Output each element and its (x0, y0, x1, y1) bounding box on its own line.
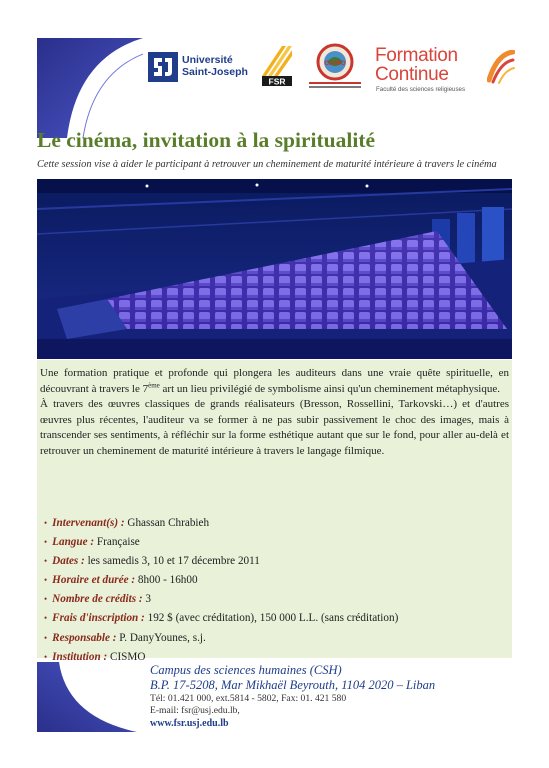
page-subtitle: Cette session vise à aider le participant à retrouver un cheminement de maturité intérieure à travers le cinéma (37, 159, 497, 170)
detail-item (44, 514, 398, 533)
details-list (44, 514, 398, 667)
description-text: art un lieu privilégié de symbolisme ainsi qu'un cheminement métaphysique. (159, 382, 500, 395)
bullet-icon: • (44, 594, 48, 605)
detail-label: Horaire et durée : (52, 574, 136, 587)
formation-continue-logo (375, 46, 515, 92)
detail-label: Responsable : (52, 631, 117, 644)
detail-label: Dates : (52, 555, 85, 568)
cismo-logo (305, 40, 365, 92)
detail-label: Frais d'inscription : (52, 612, 145, 625)
cinema-photo (37, 179, 512, 359)
fc-line2: Continue (375, 64, 449, 85)
usj-line2: Saint-Joseph (182, 66, 248, 78)
detail-item (44, 629, 398, 648)
bullet-icon: • (44, 537, 48, 548)
bullet-icon: • (44, 575, 48, 586)
detail-item (44, 609, 398, 628)
detail-value: 8h00 - 16h00 (135, 574, 198, 587)
usj-emblem-icon (148, 52, 178, 82)
page-title: Le cinéma, invitation à la spiritualité (37, 128, 376, 152)
website-link[interactable]: www.fsr.usj.edu.lb (150, 718, 229, 729)
detail-value: 192 $ (avec créditation), 150 000 L.L. (sans créditation) (144, 612, 399, 625)
detail-item (44, 552, 398, 571)
footer-contact (150, 663, 512, 731)
bullet-icon: • (44, 556, 48, 567)
bullet-icon: • (44, 518, 48, 528)
detail-value: P. DanyYounes, s.j. (116, 631, 206, 644)
description (40, 366, 509, 459)
fc-line1: Formation (375, 45, 458, 66)
detail-value: Ghassan Chrabieh (124, 517, 210, 529)
description-paragraph-2: À travers des œuvres classiques de grands réalisateurs (Bresson, Rossellini, Tarkovski…) et d'autres œuvres plus récentes, l'auditeur va se former à ne pas subir passivement le choc des images, mais à transcender ses sentiments, à réfléchir sur la forme esthétique autant que sur le fond, pour aller au-delà et retrouver un cheminement de maturité intérieure à travers le langage filmique. (40, 398, 509, 457)
description-paragraph-1 (40, 366, 509, 397)
fc-subtitle: Faculté des sciences religieuses (376, 86, 466, 93)
detail-label: Intervenant(s) : (52, 517, 125, 529)
cismo-label: CISMO (324, 60, 346, 67)
detail-item (44, 571, 398, 590)
fsr-logo (258, 42, 296, 88)
detail-value: les samedis 3, 10 et 17 décembre 2011 (84, 555, 260, 568)
detail-item (44, 533, 398, 552)
swirl-icon (487, 50, 515, 84)
detail-value: CISMO (107, 650, 146, 663)
detail-value: 3 (142, 593, 151, 606)
campus-name: Campus des sciences humaines (CSH) (150, 663, 342, 677)
usj-logo (148, 44, 258, 90)
detail-label: Nombre de crédits : (52, 593, 143, 606)
description-text: Une formation pratique et profonde qui plongera les auditeurs dans une vraie quête spirituelle, en découvrant à travers le 7 (40, 367, 509, 395)
detail-label: Langue : (52, 536, 95, 549)
fsr-label: FSR (268, 76, 286, 87)
corner-decoration-bottom (37, 662, 137, 732)
detail-value: Française (94, 536, 140, 549)
bullet-icon: • (44, 613, 48, 624)
bullet-icon: • (44, 651, 48, 662)
usj-line1: Université (182, 54, 233, 66)
postal-address: B.P. 17-5208, Mar Mikhaël Beyrouth, 1104 2020 – Liban (150, 678, 436, 692)
email-address[interactable]: E-mail: fsr@usj.edu.lb, (150, 705, 240, 716)
ordinal-superscript: ème (148, 380, 160, 389)
detail-item (44, 590, 398, 609)
corner-decoration (37, 38, 143, 138)
detail-label: Institution : (52, 650, 108, 663)
bullet-icon: • (44, 632, 48, 643)
phone-fax: Tél: 01.421 000, ext.5814 - 5802, Fax: 01. 421 580 (150, 693, 347, 704)
